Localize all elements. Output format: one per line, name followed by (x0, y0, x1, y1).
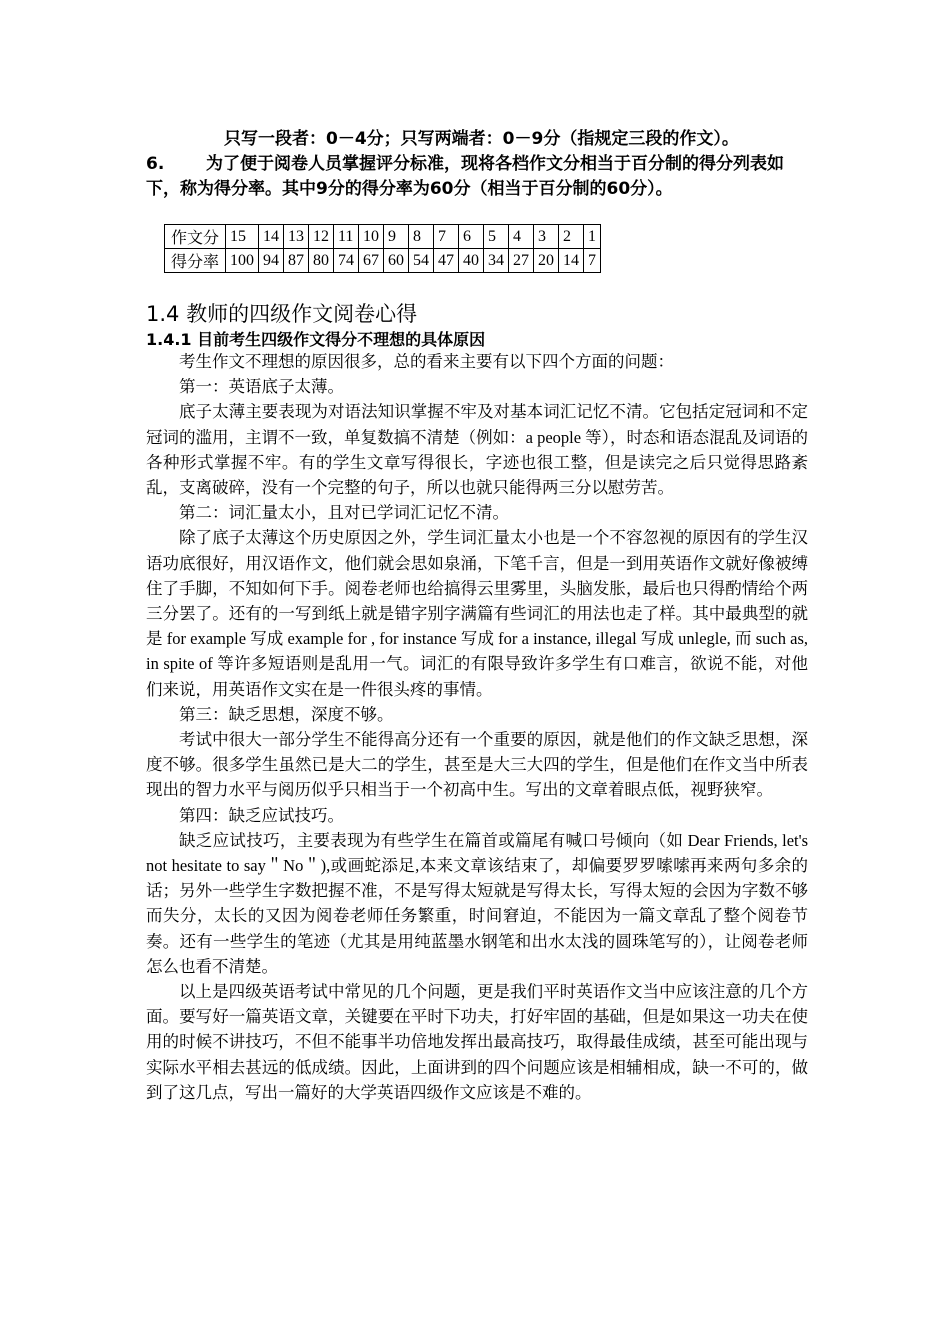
table-cell: 100 (226, 249, 259, 273)
table-header-score-rate: 得分率 (165, 249, 226, 273)
table-cell: 13 (284, 225, 309, 249)
table-cell: 5 (484, 225, 509, 249)
scoring-rule-line: 只写一段者：0－4分；只写两端者：0－9分（指规定三段的作文）。 (224, 129, 739, 149)
table-cell: 54 (409, 249, 434, 273)
paragraph-point-1-heading: 第一：英语底子太薄。 (179, 377, 344, 397)
item-6-text: 为了便于阅卷人员掌握评分标准，现将各档作文分相当于百分制的得分列表如下，称为得分率。其中9分的得分率为60分（相当于百分制的60分）。 (146, 154, 784, 199)
table-row-score-rate (165, 249, 601, 273)
paragraph-point-4-heading: 第四：缺乏应试技巧。 (179, 805, 344, 825)
table-cell: 6 (459, 225, 484, 249)
paragraph-point-3-heading: 第三：缺乏思想，深度不够。 (179, 704, 394, 724)
item-6-paragraph (146, 152, 806, 202)
paragraph-point-2-heading: 第二：词汇量太小，且对已学词汇记忆不清。 (179, 503, 509, 523)
table-cell: 94 (259, 249, 284, 273)
table-cell: 7 (584, 249, 601, 273)
paragraph-point-2-body: 除了底子太薄这个历史原因之外，学生词汇量太小也是一个不容忽视的原因有的学生汉语功底很好，用汉语作文，他们就会思如泉涌，下笔千言，但是一到用英语作文就好像被缚住了手脚，不知如何下手。阅卷老师也给搞得云里雾里，头脑发胀，最后也只得酌情给个两三分罢了。还有的一写到纸上就是错字别字满篇有些词汇的用法也走了样。其中最典型的就是 for example 写成 example for , for instance 写成 for a instance, illegal 写成 unlegle, 而 such as, in spite of 等许多短语则是乱用一气。词汇的有限导致许多学生有口难言，欲说不能，对他们来说，用英语作文实在是一件很头疼的事情。 (146, 528, 808, 699)
table-cell: 67 (359, 249, 384, 273)
table-cell: 9 (384, 225, 409, 249)
table-cell: 34 (484, 249, 509, 273)
table-cell: 15 (226, 225, 259, 249)
table-row-essay-score (165, 225, 601, 249)
subsection-title: 1.4.1 目前考生四级作文得分不理想的具体原因 (146, 330, 486, 349)
table-cell: 87 (284, 249, 309, 273)
table-cell: 47 (434, 249, 459, 273)
table-cell: 27 (509, 249, 534, 273)
table-cell: 2 (559, 225, 584, 249)
section-title: 1.4 教师的四级作文阅卷心得 (146, 302, 418, 326)
table-cell: 40 (459, 249, 484, 273)
item-number: 6. (146, 154, 165, 174)
table-cell: 4 (509, 225, 534, 249)
table-cell: 1 (584, 225, 601, 249)
table-cell: 12 (309, 225, 334, 249)
table-cell: 7 (434, 225, 459, 249)
table-cell: 74 (334, 249, 359, 273)
paragraph-intro: 考生作文不理想的原因很多，总的看来主要有以下四个方面的问题： (179, 352, 674, 371)
table-cell: 14 (259, 225, 284, 249)
table-header-essay-score: 作文分 (165, 225, 226, 249)
table-cell: 80 (309, 249, 334, 273)
paragraph-conclusion: 以上是四级英语考试中常见的几个问题，更是我们平时英语作文当中应该注意的几个方面。要写好一篇英语文章，关键要在平时下功夫，打好牢固的基础，但是如果这一功夫在使用的时候不讲技巧，不但不能事半功倍地发挥出最高技巧，取得最佳成绩，甚至可能出现与实际水平相去甚远的低成绩。因此，上面讲到的四个问题应该是相辅相成，缺一不可的，做到了这几点，写出一篇好的大学英语四级作文应该是不难的。 (146, 982, 808, 1102)
table-cell: 3 (534, 225, 559, 249)
table-cell: 60 (384, 249, 409, 273)
table-cell: 14 (559, 249, 584, 273)
body-text (146, 349, 808, 1105)
table-cell: 10 (359, 225, 384, 249)
paragraph-point-4-body: 缺乏应试技巧，主要表现为有些学生在篇首或篇尾有喊口号倾向（如 Dear Friends, let's not hesitate to say＂No＂),或画蛇添足,本来文章该结束了，却偏要罗罗嗦嗦再来两句多余的话；另外一些学生字数把握不准，不是写得太短就是写得太长，写得太短的会因为字数不够而失分，太长的又因为阅卷老师任务繁重，时间窘迫，不能因为一篇文章乱了整个阅卷节奏。还有一些学生的笔迹（尤其是用纯蓝墨水钢笔和出水太浅的圆珠笔写的），让阅卷老师怎么也看不清楚。 (146, 830, 808, 976)
table-cell: 20 (534, 249, 559, 273)
table-cell: 11 (334, 225, 359, 249)
table-cell: 8 (409, 225, 434, 249)
paragraph-point-1-body: 底子太薄主要表现为对语法知识掌握不牢及对基本词汇记忆不清。它包括定冠词和不定冠词的滥用，主谓不一致，单复数搞不清楚（例如：a people 等），时态和语态混乱及词语的各种形式掌握不牢。有的学生文章写得很长，字迹也很工整，但是读完之后只觉得思路紊乱，支离破碎，没有一个完整的句子，所以也就只能得两三分以慰劳苦。 (146, 402, 808, 498)
score-conversion-table (164, 224, 601, 273)
paragraph-point-3-body: 考试中很大一部分学生不能得高分还有一个重要的原因，就是他们的作文缺乏思想，深度不够。很多学生虽然已是大二的学生，甚至是大三大四的学生，但是他们在作文当中所表现出的智力水平与阅历似乎只相当于一个初高中生。写出的文章着眼点低，视野狭窄。 (146, 730, 808, 800)
